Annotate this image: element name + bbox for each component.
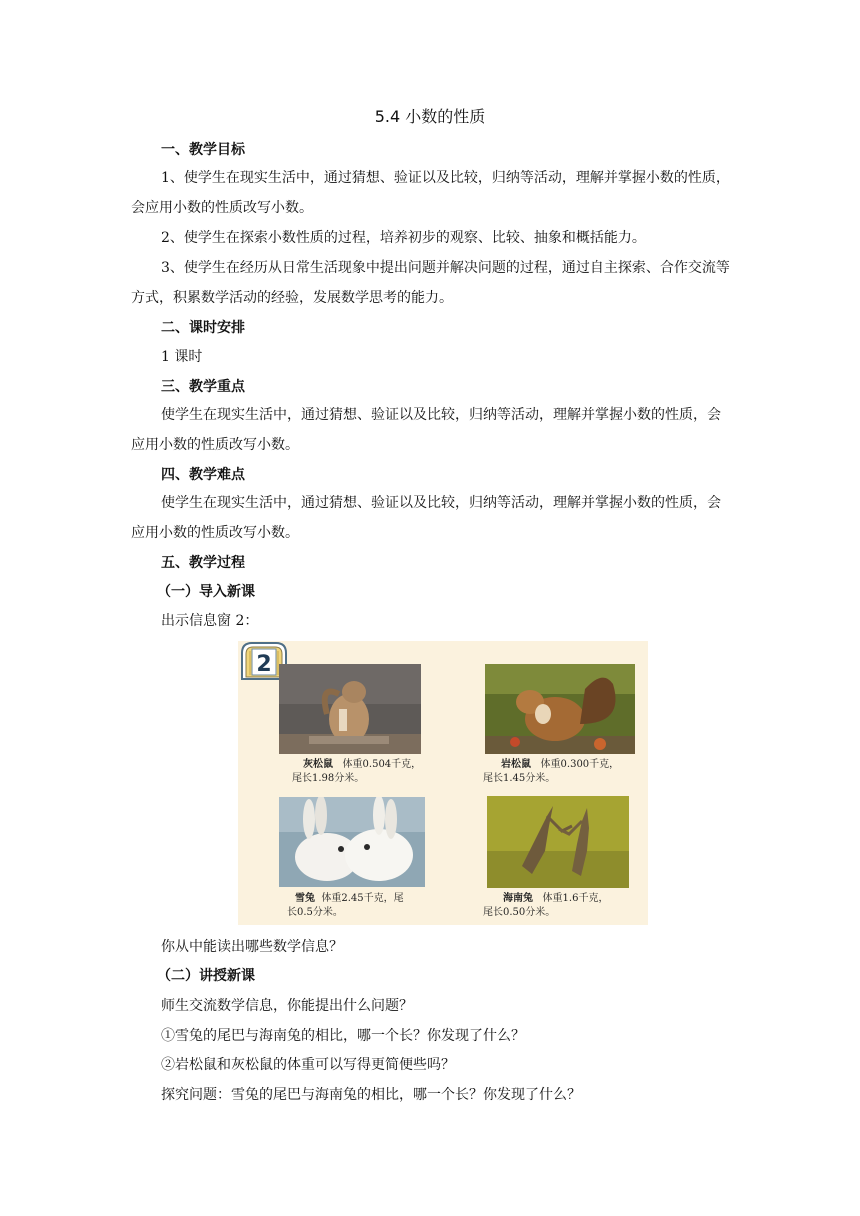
heading-key-points: 三、教学重点 — [161, 379, 245, 395]
heading-process: 五、教学过程 — [161, 555, 245, 571]
hainan-hare-info-1: 体重1.6千克， — [542, 893, 609, 904]
hainan-hare-caption — [483, 892, 648, 920]
info-window-figure — [238, 641, 648, 925]
gray-squirrel-info-2: 尾长1.98分米。 — [292, 773, 365, 784]
gray-squirrel-caption — [292, 758, 442, 786]
goal-paragraph-3: 3、使学生在经历从日常生活现象中提出问题并解决问题的过程，通过自主探索、合作交流等方式，积累数学活动的经验，发展数学思考的能力。 — [131, 260, 730, 306]
gray-squirrel-photo — [279, 664, 421, 754]
goal-paragraph-2: 2、使学生在探索小数性质的过程，培养初步的观察、比较、抽象和概括能力。 — [161, 230, 646, 246]
lesson-line-1: 师生交流数学信息，你能提出什么问题？ — [161, 998, 413, 1014]
key-points-paragraph: 使学生在现实生活中，通过猜想、验证以及比较，归纳等活动，理解并掌握小数的性质，会应用小数的性质改写小数。 — [131, 407, 721, 453]
heading-teaching-goals: 一、教学目标 — [161, 142, 245, 158]
snow-hare-info-1: 体重2.45千克，尾 — [321, 893, 404, 904]
difficulties-paragraph: 使学生在现实生活中，通过猜想、验证以及比较，归纳等活动，理解并掌握小数的性质，会应用小数的性质改写小数。 — [131, 495, 721, 541]
rock-squirrel-info-2: 尾长1.45分米。 — [483, 773, 556, 784]
snow-hare-name: 雪兔 — [295, 893, 315, 904]
intro-text: 出示信息窗 2： — [161, 613, 259, 629]
snow-hare-info-2: 长0.5分米。 — [287, 907, 343, 918]
snow-hare-photo — [279, 797, 425, 887]
hainan-hare-info-2: 尾长0.50分米。 — [483, 907, 556, 918]
hainan-hare-name: 海南兔 — [503, 893, 533, 904]
lesson-line-4: 探究问题：雪兔的尾巴与海南兔的相比，哪一个长？你发现了什么？ — [161, 1087, 581, 1103]
badge-number: 2 — [256, 652, 272, 677]
gray-squirrel-info-1: 体重0.504千克， — [342, 759, 422, 770]
gray-squirrel-name: 灰松鼠 — [303, 759, 333, 770]
subheading-new-lesson: （二）讲授新课 — [157, 968, 255, 984]
hainan-hare-photo — [487, 796, 629, 888]
heading-difficulties: 四、教学难点 — [161, 467, 245, 483]
rock-squirrel-caption — [483, 758, 648, 786]
question-read-info: 你从中能读出哪些数学信息？ — [161, 939, 343, 955]
page-title: 5.4 小数的性质 — [374, 107, 486, 126]
subheading-intro: （一）导入新课 — [157, 584, 255, 600]
snow-hare-caption — [287, 892, 437, 920]
lesson-line-3: ②岩松鼠和灰松鼠的体重可以写得更简便些吗？ — [161, 1057, 455, 1073]
lesson-line-2: ①雪兔的尾巴与海南兔的相比，哪一个长？你发现了什么？ — [161, 1028, 525, 1044]
heading-schedule: 二、课时安排 — [161, 320, 245, 336]
schedule-text: 1 课时 — [161, 349, 203, 365]
rock-squirrel-info-1: 体重0.300千克， — [540, 759, 620, 770]
goal-paragraph-1: 1、使学生在现实生活中，通过猜想、验证以及比较，归纳等活动，理解并掌握小数的性质，会应用小数的性质改写小数。 — [131, 170, 730, 216]
rock-squirrel-name: 岩松鼠 — [501, 759, 531, 770]
rock-squirrel-photo — [485, 664, 635, 754]
